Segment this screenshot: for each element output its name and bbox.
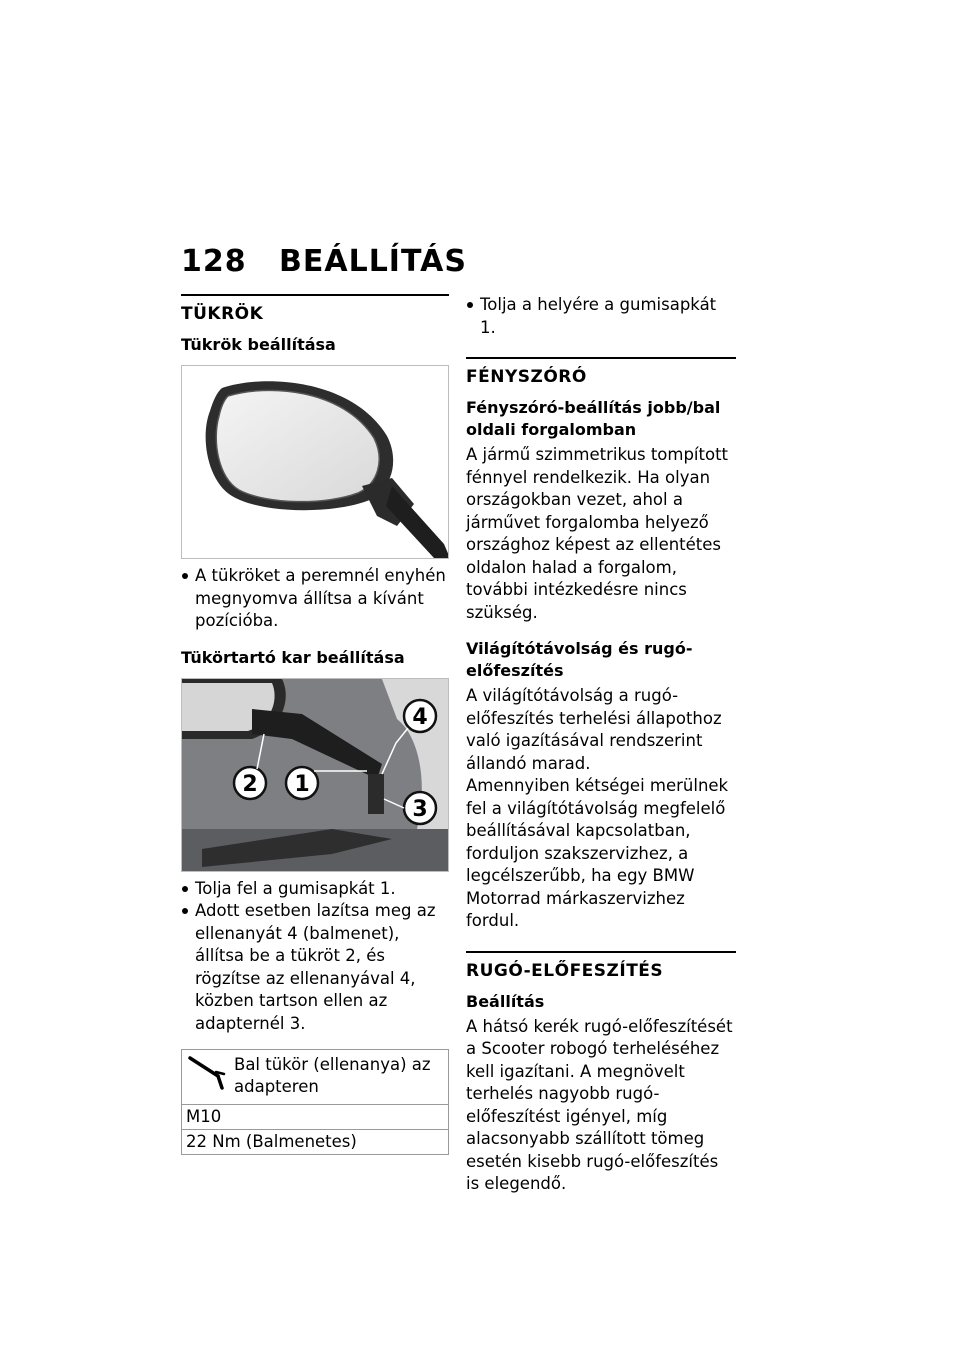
page-number: 128 [181, 244, 247, 279]
subheading-preload-adjust: Beállítás [466, 991, 545, 1011]
list-item: Adott esetben lazítsa meg az ellenanyát 4 (balmenet), állítsa be a tükröt 2, és rögzítse az ellenanyával 4, közben tartson ellen az adapternél 3. [181, 900, 449, 1035]
callout-3: 3 [412, 796, 428, 822]
section-title-preload: RUGÓ-ELŐFESZÍTÉS [466, 951, 736, 982]
paragraph-beam-range-1: A világítótávolság a rugó-előfeszítés terhelési állapothoz való igazításával rendszerint állandó marad. [466, 686, 722, 773]
subheading-beam-range: Világítótávolság és rugó-előfeszítés [466, 639, 693, 680]
callout-4: 4 [412, 704, 428, 730]
bullet-list-mirror [181, 565, 449, 633]
mirror-arm-figure [181, 678, 449, 872]
right-column [466, 294, 736, 1196]
torque-value: 22 Nm (Balmenetes) [182, 1129, 448, 1154]
list-item: Tolja a helyére a gumisapkát 1. [466, 294, 736, 339]
paragraph-beam-range-2: Amennyiben kétségei merülnek fel a világítótávolság megfelelő beállításával kapcsolatban, forduljon szakszervizhez, a legcélszerűbb, ha egy BMW Motorrad márkaszervizhez fordul. [466, 776, 729, 930]
subheading-mirror-adjust: Tükrök beállítása [181, 335, 336, 354]
list-item: A tükröket a peremnél enyhén megnyomva állítsa a kívánt pozícióba. [181, 565, 449, 633]
subheading-mirror-arm: Tükörtartó kar beállítása [181, 647, 405, 667]
section-title-mirrors: TÜKRÖK [181, 294, 449, 325]
paragraph-preload: A hátsó kerék rugó-előfeszítését a Scooter robogó terheléséhez kell igazítani. A megnövelt terhelés nagyobb rugó-előfeszítést igényel, míg alacsonyabb szállított tömeg esetén kisebb rugó-előfeszítés is elegendő. [466, 1016, 733, 1193]
torque-description: Bal tükör (ellenanya) az adapteren [234, 1055, 431, 1096]
mirror-figure [181, 365, 449, 559]
bullet-list-continued [466, 294, 736, 339]
subheading-headlight-traffic: Fényszóró-beállítás jobb/bal oldali forgalomban [466, 398, 721, 439]
bullet-list-arm [181, 878, 449, 1036]
callout-1: 1 [294, 771, 310, 797]
mirror-illustration [182, 366, 449, 559]
page-header [181, 244, 467, 279]
torque-table [181, 1049, 449, 1155]
left-column [181, 294, 449, 1155]
callout-2: 2 [242, 771, 258, 797]
page-title: BEÁLLÍTÁS [279, 244, 467, 279]
paragraph-headlight: A jármű szimmetrikus tompított fénnyel rendelkezik. Ha olyan országokban vezet, ahol a járművet forgalomba helyező országhoz képest az ellentétes oldalon halad a forgalom, további intézkedésre nincs szükség. [466, 445, 729, 622]
torque-wrench-icon [186, 1054, 234, 1096]
list-item: Tolja fel a gumisapkát 1. [181, 878, 449, 901]
torque-header [182, 1050, 448, 1105]
section-title-headlight: FÉNYSZÓRÓ [466, 357, 736, 388]
mirror-arm-illustration [182, 679, 449, 872]
torque-size: M10 [186, 1107, 222, 1126]
